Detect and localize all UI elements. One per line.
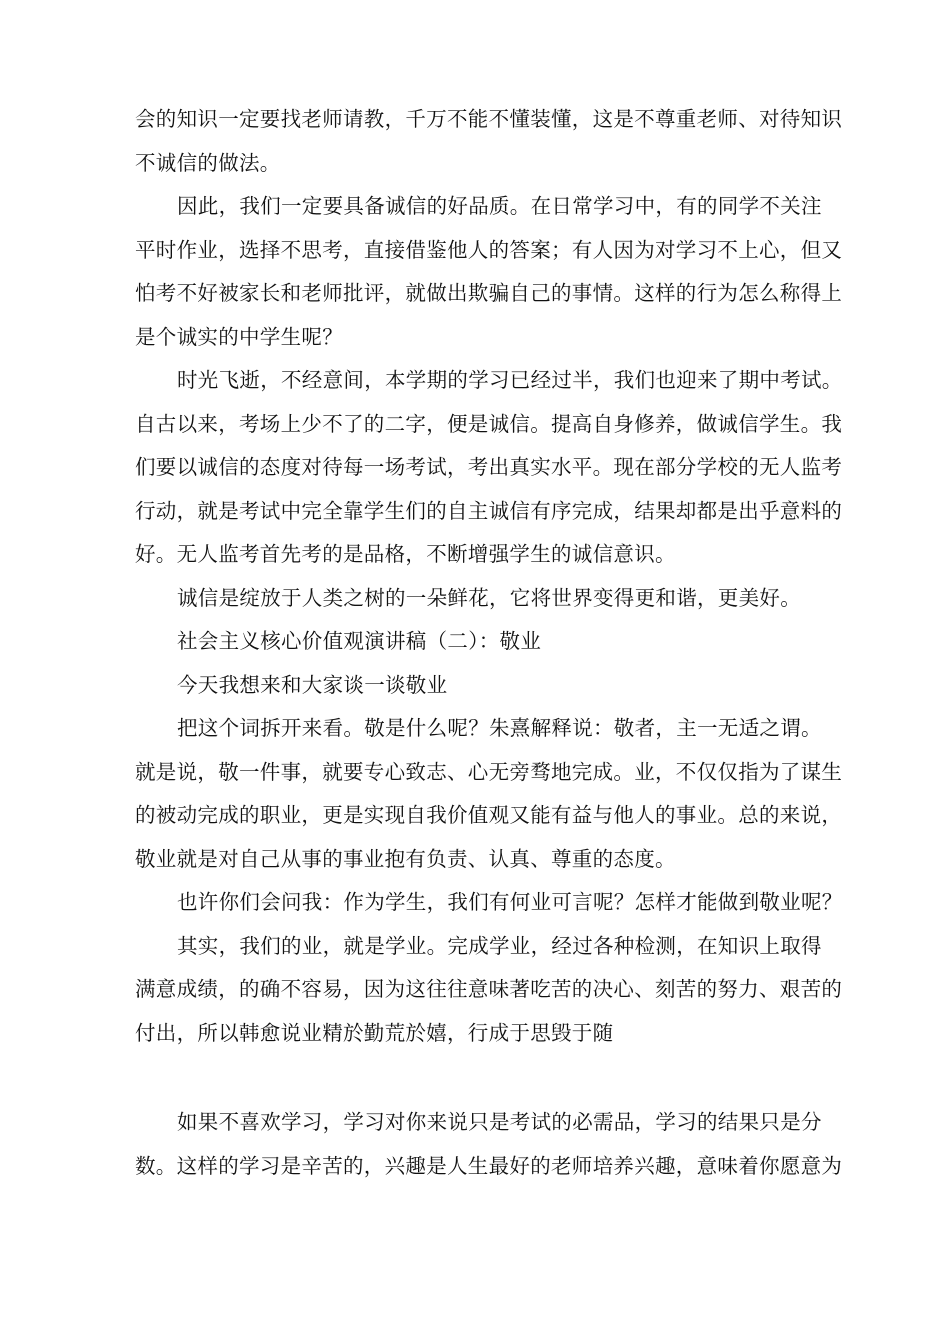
paragraph-start: 诚信是绽放于人类之树的一朵鲜花，它将世界变得更和谐，更美好。 [177,585,801,610]
section-heading: 社会主义核心价值观演讲稿（二）：敬业 [177,629,542,653]
body-text-block-1 [135,98,843,1055]
text-line: 就是说，敬一件事，就要专心致志、心无旁骛地完成。业，不仅仅指为了谋生 [135,759,843,784]
text-line: 数。这样的学习是辛苦的，兴趣是人生最好的老师培养兴趣，意味着你愿意为 [135,1153,843,1178]
paragraph-start: 把这个词拆开来看。敬是什么呢？朱熹解释说：敬者，主一无适之谓。 [177,716,822,740]
text-line: 满意成绩，的确不容易，因为这往往意味著吃苦的决心、刻苦的努力、艰苦的 [135,977,843,1001]
text-line: 怕考不好被家长和老师批评，就做出欺骗自己的事情。这样的行为怎么称得上 [135,281,843,305]
text-line: 不诚信的做法。 [135,150,281,175]
text-line: 行动，就是考试中完全靠学生们的自主诚信有序完成，结果却都是出乎意料的 [135,498,843,523]
text-line: 会的知识一定要找老师请教，千万不能不懂装懂，这是不尊重老师、对待知识 [135,107,843,131]
paragraph-start: 也许你们会问我：作为学生，我们有何业可言呢？怎样才能做到敬业呢？ [177,890,843,914]
text-line: 好。无人监考首先考的是品格，不断增强学生的诚信意识。 [135,542,676,566]
body-text-block-2 [135,1101,843,1188]
paragraph-start: 今天我想来和大家谈一谈敬业 [177,672,448,697]
text-line: 付出，所以韩愈说业精於勤荒於嬉，行成于思毁于随 [135,1020,614,1045]
text-line: 自古以来，考场上少不了的二字，便是诚信。提高自身修养，做诚信学生。我 [135,411,843,436]
text-line: 们要以诚信的态度对待每一场考试，考出真实水平。现在部分学校的无人监考 [135,455,843,479]
paragraph-start: 因此，我们一定要具备诚信的好品质。在日常学习中，有的同学不关注 [177,194,822,218]
paragraph-start: 时光飞逝，不经意间，本学期的学习已经过半，我们也迎来了期中考试。 [177,368,843,392]
text-line: 平时作业，选择不思考，直接借鉴他人的答案；有人因为对学习不上心，但又 [135,237,843,262]
paragraph-start: 如果不喜欢学习，学习对你来说只是考试的必需品，学习的结果只是分 [177,1110,822,1134]
text-line: 敬业就是对自己从事的事业抱有负责、认真、尊重的态度。 [135,846,676,871]
text-line: 是个诚实的中学生呢？ [135,324,343,349]
text-line: 的被动完成的职业，更是实现自我价值观又能有益与他人的事业。总的来说， [135,803,843,827]
paragraph-start: 其实，我们的业，就是学业。完成学业，经过各种检测，在知识上取得 [177,933,822,958]
